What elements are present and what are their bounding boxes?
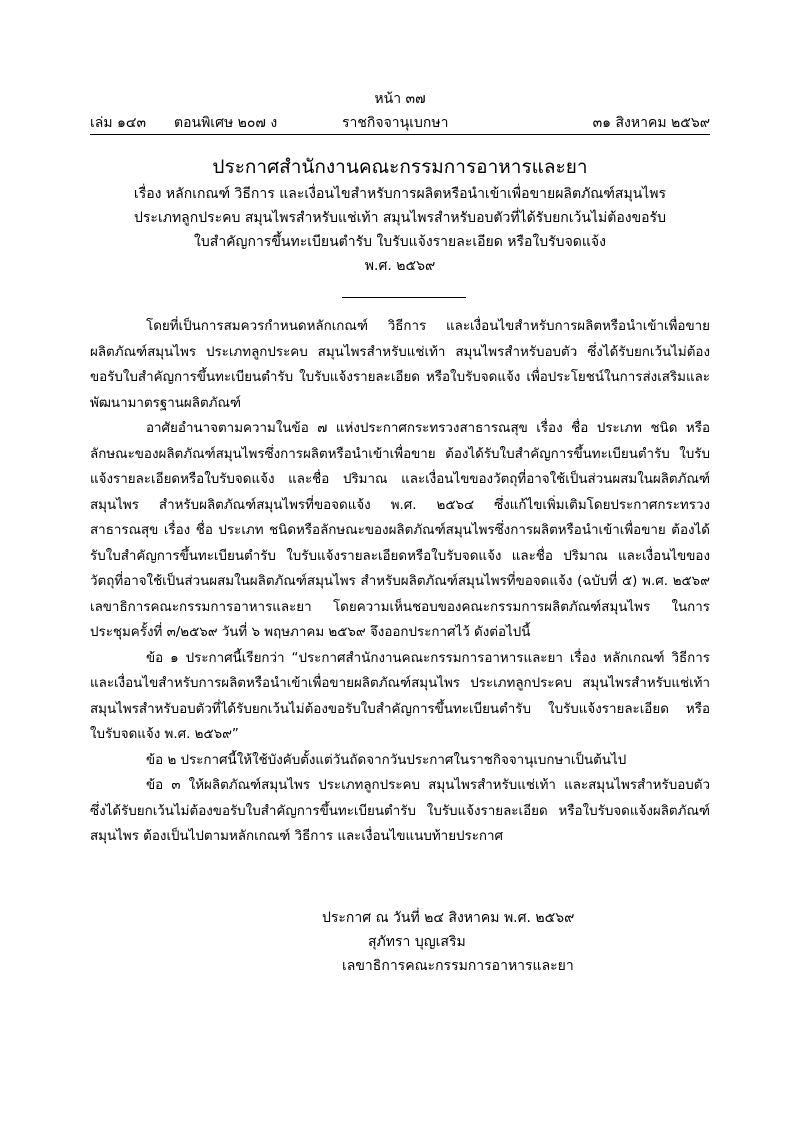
signatory-name: สุภัทรา บุญเสริม	[368, 934, 466, 950]
header-divider	[90, 134, 710, 135]
clause-2-paragraph: ข้อ ๒ ประกาศนี้ให้ใช้บังคับตั้งแต่วันถัดจากวันประกาศในราชกิจจานุเบกษาเป็นต้นไป	[146, 752, 627, 768]
preamble-paragraph: โดยที่เป็นการสมควรกำหนดหลักเกณฑ์ วิธีการ และเงื่อนไขสำหรับการผลิตหรือนำเข้าเพื่อขายผลิตภัณฑ์สมุนไพร ประเภทลูกประคบ สมุนไพรสำหรับแช่เท้า สมุนไพรสำหรับอบตัว ซึ่งได้รับยกเว้นไม่ต้องขอรับใบสำคัญการขึ้นทะเบียนตำรับ ใบรับแจ้งรายละเอียด หรือใบรับจดแจ้ง เพื่อประโยชน์ในการส่งเสริมและพัฒนามาตรฐานผลิตภัณฑ์	[90, 319, 710, 411]
clause-3-paragraph: ข้อ ๓ ให้ผลิตภัณฑ์สมุนไพร ประเภทลูกประคบ สมุนไพรสำหรับแช่เท้า และสมุนไพรสำหรับอบตัว ซึ่งได้รับยกเว้นไม่ต้องขอรับใบสำคัญการขึ้นทะเบียนตำรับ ใบรับแจ้งรายละเอียด หรือใบรับจดแจ้งผลิตภัณฑ์สมุนไพร ต้องเป็นไปตามหลักเกณฑ์ วิธีการ และเงื่อนไขแนบท้ายประกาศ	[90, 778, 710, 844]
header-gazette-name: ราชกิจจานุเบกษา	[342, 115, 449, 131]
title-divider	[342, 297, 466, 298]
gazette-header	[90, 112, 710, 132]
announcement-title: ประกาศสำนักงานคณะกรรมการอาหารและยา	[212, 156, 588, 178]
header-date: ๓๑ สิงหาคม ๒๕๖๙	[592, 115, 710, 131]
announcement-subject	[90, 182, 710, 278]
signatory-position: เลขาธิการคณะกรรมการอาหารและยา	[342, 958, 574, 974]
subject-line: ใบสำคัญการขึ้นทะเบียนตำรับ ใบรับแจ้งรายละเอียด หรือใบรับจดแจ้ง	[194, 234, 606, 250]
header-issue: ตอนพิเศษ ๒๐๗ ง	[174, 115, 278, 131]
authority-paragraph: อาศัยอำนาจตามความในข้อ ๗ แห่งประกาศกระทรวงสาธารณสุข เรื่อง ชื่อ ประเภท ชนิด หรือลักษณะของผลิตภัณฑ์สมุนไพรซึ่งการผลิตหรือนำเข้าเพื่อขาย ต้องได้รับใบสำคัญการขึ้นทะเบียนตำรับ ใบรับแจ้งรายละเอียดหรือใบรับจดแจ้ง และชื่อ ปริมาณ และเงื่อนไขของวัตถุที่อาจใช้เป็นส่วนผสมในผลิตภัณฑ์สมุนไพร สำหรับผลิตภัณฑ์สมุนไพรที่ขอจดแจ้ง พ.ศ. ๒๕๖๔ ซึ่งแก้ไขเพิ่มเติมโดยประกาศกระทรวงสาธารณสุข เรื่อง ชื่อ ประเภท ชนิดหรือลักษณะของผลิตภัณฑ์สมุนไพรซึ่งการผลิตหรือนำเข้าเพื่อขาย ต้องได้รับใบสำคัญการขึ้นทะเบียนตำรับ ใบรับแจ้งรายละเอียดหรือใบรับจดแจ้ง และชื่อ ปริมาณ และเงื่อนไขของวัตถุที่อาจใช้เป็นส่วนผสมในผลิตภัณฑ์สมุนไพร สำหรับผลิตภัณฑ์สมุนไพรที่ขอจดแจ้ง (ฉบับที่ ๕) พ.ศ. ๒๕๖๙ เลขาธิการคณะกรรมการอาหารและยา โดยความเห็นชอบของคณะกรรมการผลิตภัณฑ์สมุนไพร ในการประชุมครั้งที่ ๓/๒๕๖๙ วันที่ ๖ พฤษภาคม ๒๕๖๙ จึงออกประกาศไว้ ดังต่อไปนี้	[90, 421, 710, 640]
signature-date: ประกาศ ณ วันที่ ๒๔ สิงหาคม พ.ศ. ๒๕๖๙	[322, 910, 575, 926]
subject-line: เรื่อง หลักเกณฑ์ วิธีการ และเงื่อนไขสำหรับการผลิตหรือนำเข้าเพื่อขายผลิตภัณฑ์สมุนไพร	[133, 186, 667, 202]
signature-block	[322, 906, 622, 978]
page-number: หน้า ๓๗	[374, 91, 426, 107]
clause-1-paragraph: ข้อ ๑ ประกาศนี้เรียกว่า “ประกาศสำนักงานคณะกรรมการอาหารและยา เรื่อง หลักเกณฑ์ วิธีการ และเงื่อนไขสำหรับการผลิตหรือนำเข้าเพื่อขายผลิตภัณฑ์สมุนไพร ประเภทลูกประคบ สมุนไพรสำหรับแช่เท้า สมุนไพรสำหรับอบตัวที่ได้รับยกเว้นไม่ต้องขอรับใบสำคัญการขึ้นทะเบียนตำรับ ใบรับแจ้งรายละเอียด หรือใบรับจดแจ้ง พ.ศ. ๒๕๖๙”	[90, 650, 710, 742]
subject-year: พ.ศ. ๒๕๖๙	[364, 258, 436, 274]
header-volume: เล่ม ๑๔๓	[90, 115, 147, 131]
subject-line: ประเภทลูกประคบ สมุนไพรสำหรับแช่เท้า สมุนไพรสำหรับอบตัวที่ได้รับยกเว้นไม่ต้องขอรับ	[134, 210, 666, 226]
announcement-body	[90, 314, 710, 850]
